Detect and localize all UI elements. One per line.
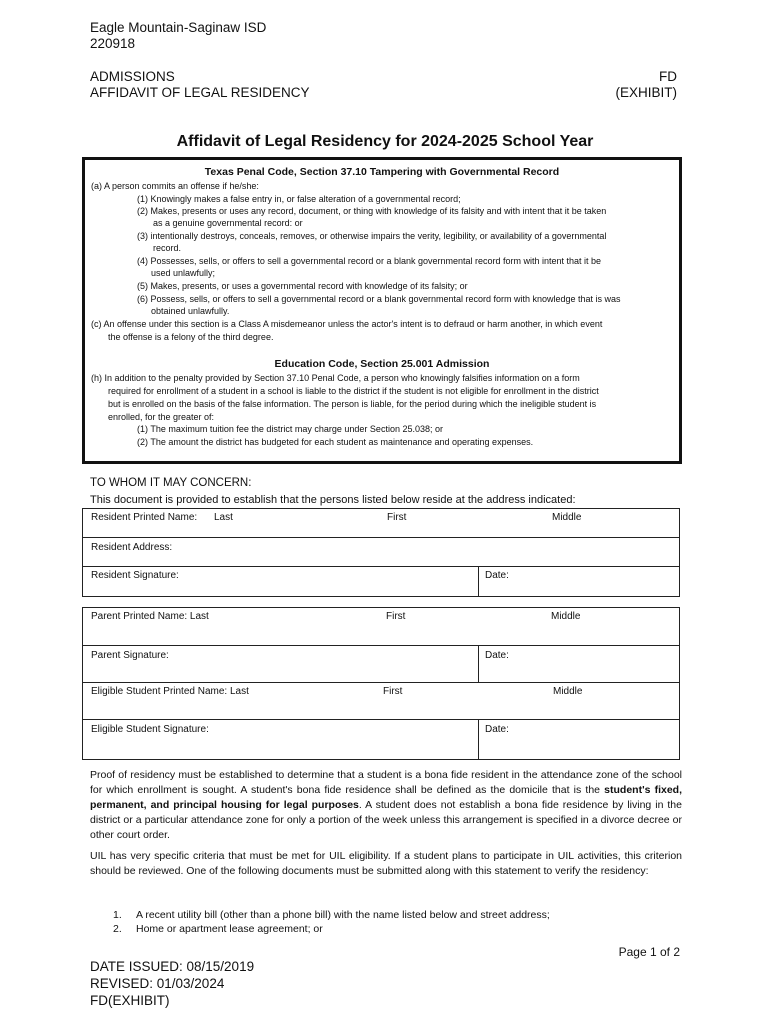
section-name: ADMISSIONS [90, 69, 175, 84]
legal-notice-box [82, 157, 682, 464]
district-name: Eagle Mountain-Saginaw ISD [90, 20, 267, 35]
revised-date: REVISED: 01/03/2024 [90, 976, 225, 991]
district-code: 220918 [90, 36, 136, 51]
proof-paragraph [90, 768, 682, 843]
penal-line: the offense is a felony of the third degree. [108, 332, 274, 342]
list-text: A recent utility bill (other than a phone bill) with the name listed below and street address; [136, 909, 550, 921]
education-line: required for enrollment of a student in a school is liable to the district if the student is not eligible for enrollment in the district [108, 386, 599, 396]
resident-middle-label: Middle [552, 512, 582, 523]
education-line: (h) In addition to the penalty provided by Section 37.10 Penal Code, a person who knowingly falsifies information on a form [91, 373, 580, 383]
penal-line: (5) Makes, presents, or uses a governmental record with knowledge of its falsity; or [137, 281, 468, 291]
proof-text-start: Proof of residency must be established to determine that a student is a bona fide resident in the attendance zone of the school for which enrollment is sought. A student's bona fide residence shall be defined as the domicile that is the [90, 769, 682, 796]
resident-last-label: Last [214, 512, 233, 523]
parent-name-label: Parent Printed Name: Last [91, 611, 209, 622]
student-middle-label: Middle [553, 686, 583, 697]
resident-first-label: First [387, 512, 407, 523]
penal-line: (2) Makes, presents or uses any record, document, or thing with knowledge of its falsity and with intent that it be taken [137, 206, 607, 216]
resident-signature-label: Resident Signature: [91, 570, 179, 581]
student-date-label: Date: [485, 724, 509, 735]
resident-name-label: Resident Printed Name: [91, 512, 198, 523]
resident-form [82, 508, 680, 597]
education-line: (1) The maximum tuition fee the district may charge under Section 25.038; or [137, 424, 443, 434]
uil-paragraph: UIL has very specific criteria that must be met for UIL eligibility. If a student plans to participate in UIL activities, this criterion should be reviewed. One of the following documents must be submitted along with this statement to verify the residency: [90, 850, 682, 877]
student-first-label: First [383, 686, 403, 697]
penal-code-heading: Texas Penal Code, Section 37.10 Tampering with Governmental Record [204, 166, 560, 178]
parent-student-form [82, 607, 680, 760]
parent-date-label: Date: [485, 650, 509, 661]
penal-line: (a) A person commits an offense if he/she: [91, 181, 259, 191]
penal-line: used unlawfully; [151, 268, 216, 278]
education-line: (2) The amount the district has budgeted for each student as maintenance and operating expenses. [137, 437, 534, 447]
student-signature-label: Eligible Student Signature: [91, 724, 209, 735]
parent-first-label: First [386, 611, 406, 622]
page-title: Affidavit of Legal Residency for 2024-2025 School Year [176, 133, 594, 150]
policy-code: FD [659, 69, 677, 84]
document-list [113, 908, 550, 936]
list-text: Home or apartment lease agreement; or [136, 923, 323, 935]
policy-type: (EXHIBIT) [615, 85, 677, 100]
list-item [113, 922, 550, 936]
education-line: but is enrolled on the basis of the false information. The person is liable, for the period during which the ineligible student is [108, 399, 597, 409]
proof-text-end: . A student does not establish a bona fide residence by living in the district or a particular attendance zone for only a portion of the week unless this arrangement is specified in a divorce decree or other court order. [90, 799, 682, 841]
parent-signature-label: Parent Signature: [91, 650, 169, 661]
proof-text-bold: student's fixed, permanent, and principal housing for legal purposes [90, 784, 683, 811]
penal-line: (6) Possess, sells, or offers to sell a governmental record or a blank governmental record form with knowledge that is was [137, 294, 621, 304]
penal-line: (4) Possesses, sells, or offers to sell a governmental record or a blank governmental record form with intent that it be [137, 256, 602, 266]
resident-date-label: Date: [485, 570, 509, 581]
list-number: 2. [113, 923, 122, 935]
resident-address-label: Resident Address: [91, 542, 173, 553]
salutation: TO WHOM IT MAY CONCERN: [90, 477, 252, 489]
penal-line: (c) An offense under this section is a Class A misdemeanor unless the actor's intent is to defraud or harm another, in which event [91, 319, 603, 329]
penal-line: record. [153, 243, 182, 253]
list-number: 1. [113, 909, 122, 921]
parent-middle-label: Middle [551, 611, 581, 622]
intro-text: This document is provided to establish that the persons listed below reside at the address indicated: [90, 494, 576, 506]
footer-code: FD(EXHIBIT) [90, 993, 170, 1008]
penal-line: as a genuine governmental record: or [153, 218, 303, 228]
penal-line: (1) Knowingly makes a false entry in, or false alteration of a governmental record; [137, 194, 461, 204]
page-number: Page 1 of 2 [618, 945, 680, 959]
subsection-name: AFFIDAVIT OF LEGAL RESIDENCY [90, 85, 310, 100]
date-issued: DATE ISSUED: 08/15/2019 [90, 959, 255, 974]
list-item [113, 908, 550, 922]
penal-line: (3) intentionally destroys, conceals, removes, or otherwise impairs the verity, legibility, or availability of a governmental [137, 231, 607, 241]
education-code-heading: Education Code, Section 25.001 Admission [274, 358, 490, 370]
education-line: enrolled, for the greater of: [108, 412, 215, 422]
penal-line: obtained unlawfully. [151, 306, 230, 316]
student-name-label: Eligible Student Printed Name: Last [91, 686, 249, 697]
